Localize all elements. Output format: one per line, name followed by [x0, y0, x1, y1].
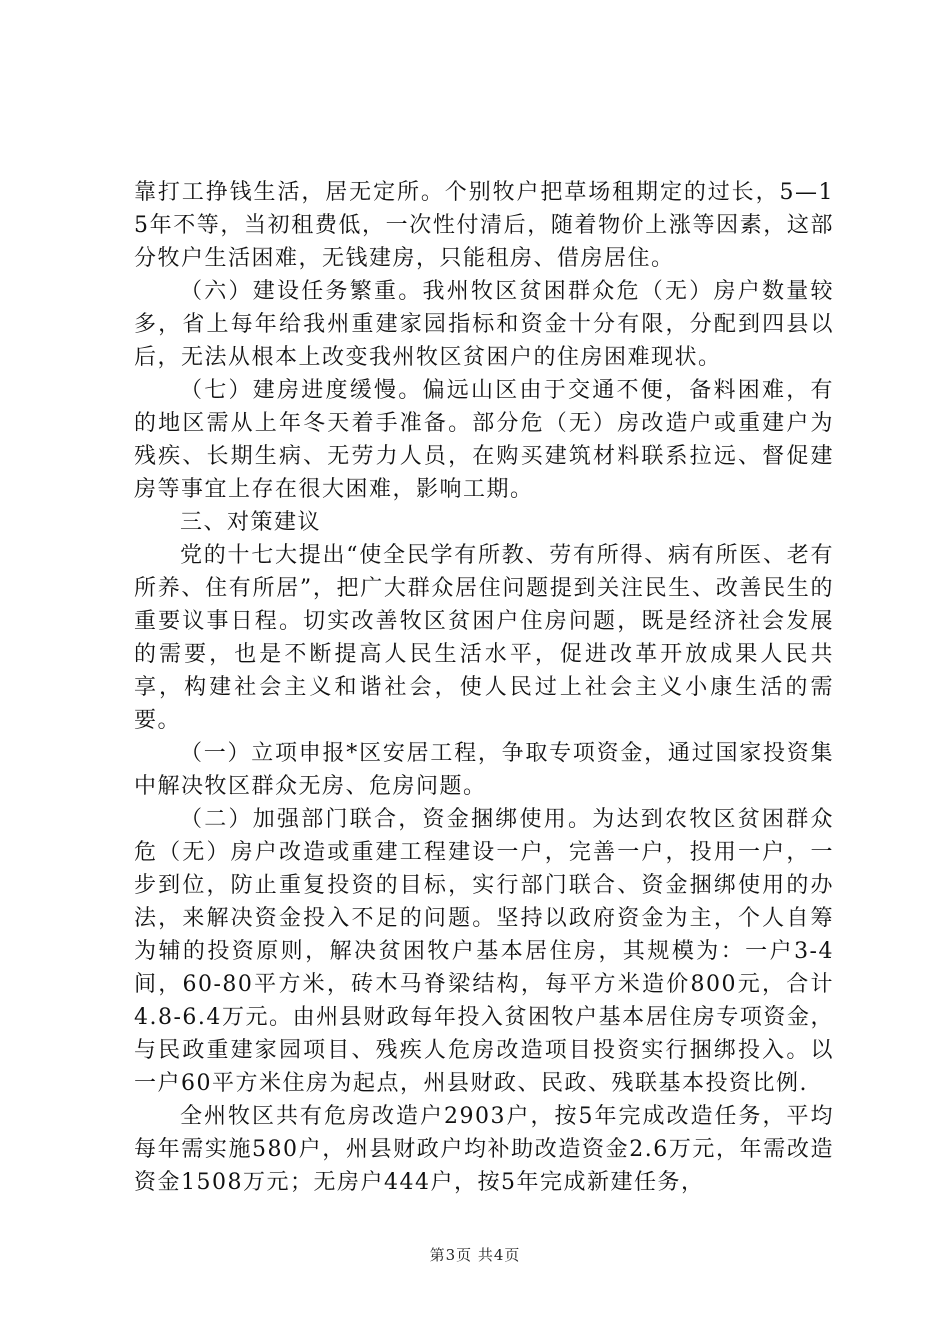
- document-body: [134, 176, 834, 1199]
- paragraph-six-construction-tasks: （六）建设任务繁重。我州牧区贫困群众危（无）房户数量较多，省上每年给我州重建家园指标和资金十分有限，分配到四县以后，无法从根本上改变我州牧区贫困户的住房困难现状。: [134, 279, 834, 370]
- paragraph-two-department-cooperation: （二）加强部门联合，资金捆绑使用。为达到农牧区贫困群众危（无）房户改造或重建工程建设一户，完善一户，投用一户，一步到位，防止重复投资的目标，实行部门联合、资金捆绑使用的办法，来解决资金投入不足的问题。坚持以政府资金为主，个人自筹为辅的投资原则，解决贫困牧户基本居住房，其规模为：一户3-4间，60-80平方米，砖木马脊梁结构，每平方米造价800元，合计4.8-6.4万元。由州县财政每年投入贫困牧户基本居住房专项资金，与民政重建家园项目、残疾人危房改造项目投资实行捆绑投入。以一户60平方米住房为起点，州县财政、民政、残联基本投资比例.: [134, 807, 834, 1096]
- paragraph-one-project-application: （一）立项申报*区安居工程，争取专项资金，通过国家投资集中解决牧区群众无房、危房问题。: [134, 741, 834, 799]
- paragraph-seven-slow-progress: （七）建房进度缓慢。偏远山区由于交通不便，备料困难，有的地区需从上年冬天着手准备。部分危（无）房改造户或重建户为残疾、长期生病、无劳力人员，在购买建筑材料联系拉远、督促建房等事宜上存在很大困难，影响工期。: [134, 378, 834, 502]
- paragraph-renovation-statistics: 全州牧区共有危房改造户2903户，按5年完成改造任务，平均每年需实施580户，州县财政户均补助改造资金2.6万元，年需改造资金1508万元；无房户444户，按5年完成新建任务，: [134, 1104, 834, 1195]
- paragraph-seventeenth-congress: 党的十七大提出“使全民学有所教、劳有所得、病有所医、老有所养、住有所居”，把广大群众居住问题提到关注民生、改善民生的重要议事日程。切实改善牧区贫困户住房问题，既是经济社会发展的需要，也是不断提高人民生活水平，促进改革开放成果人民共享，构建社会主义和谐社会，使人民过上社会主义小康生活的需要。: [134, 543, 834, 733]
- page-footer: 第3页 共4页: [429, 1246, 521, 1264]
- paragraph-continuation: 靠打工挣钱生活，居无定所。个别牧户把草场租期定的过长，5—15年不等，当初租费低，一次性付清后，随着物价上涨等因素，这部分牧户生活困难，无钱建房，只能租房、借房居住。: [134, 180, 834, 271]
- section-heading-countermeasures: 三、对策建议: [180, 510, 322, 535]
